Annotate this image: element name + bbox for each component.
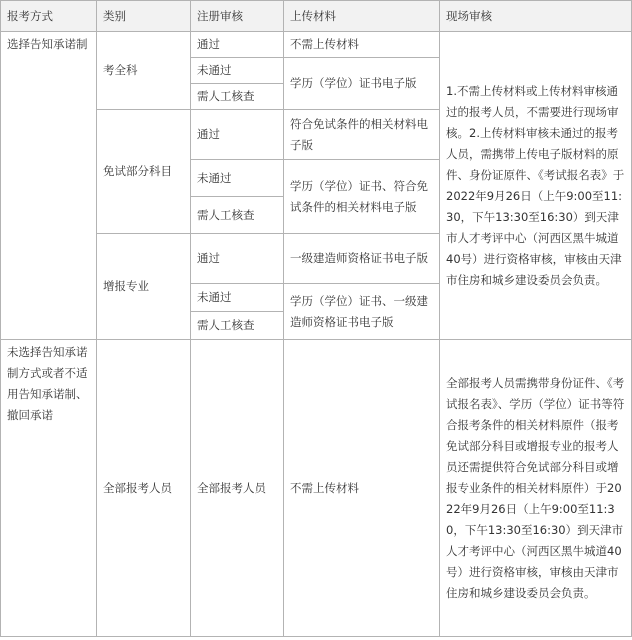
status-cell: 未通过 — [191, 58, 284, 84]
upload-cell: 学历（学位）证书电子版 — [284, 58, 440, 110]
header-method: 报考方式 — [1, 1, 97, 32]
status-cell: 通过 — [191, 32, 284, 58]
upload-cell: 符合免试条件的相关材料电子版 — [284, 110, 440, 160]
status-cell: 全部报考人员 — [191, 340, 284, 637]
status-cell: 需人工核查 — [191, 197, 284, 234]
table-row — [1, 32, 632, 58]
status-cell: 需人工核查 — [191, 312, 284, 340]
method-cell: 选择告知承诺制 — [1, 32, 97, 340]
onsite-cell: 1.不需上传材料或上传材料审核通过的报考人员，不需要进行现场审核。2.上传材料审核未通过的报考人员，需携带上传电子版材料的原件、身份证原件、《考试报名表》于2022年9月26日（上午9:00至11:30，下午13:30至16:30）到天津市人才考评中心（河西区黑牛城道40号）进行资格审核，审核由天津市住房和城乡建设委员会负责。 — [440, 32, 632, 340]
onsite-cell: 全部报考人员需携带身份证件、《考试报名表》、学历（学位）证书等符合报考条件的相关材料原件（报考免试部分科目或增报专业的报考人员还需提供符合免试部分科目或增报专业条件的相关材料原件）于2022年9月26日（上午9:00至11:30，下午13:30至16:30）到天津市人才考评中心（河西区黑牛城道40号）进行资格审核，审核由天津市住房和城乡建设委员会负责。 — [440, 340, 632, 637]
method-cell: 未选择告知承诺制方式或者不适用告知承诺制、撤回承诺 — [1, 340, 97, 637]
header-onsite-review: 现场审核 — [440, 1, 632, 32]
upload-cell: 不需上传材料 — [284, 32, 440, 58]
category-cell: 考全科 — [97, 32, 191, 110]
status-cell: 未通过 — [191, 160, 284, 197]
upload-cell: 一级建造师资格证书电子版 — [284, 234, 440, 284]
table-row — [1, 340, 632, 637]
upload-cell: 学历（学位）证书、符合免试条件的相关材料电子版 — [284, 160, 440, 234]
status-cell: 需人工核查 — [191, 84, 284, 110]
header-row — [1, 1, 632, 32]
upload-cell: 不需上传材料 — [284, 340, 440, 637]
category-cell: 增报专业 — [97, 234, 191, 340]
header-upload-materials: 上传材料 — [284, 1, 440, 32]
upload-cell: 学历（学位）证书、一级建造师资格证书电子版 — [284, 284, 440, 340]
category-cell: 免试部分科目 — [97, 110, 191, 234]
category-cell: 全部报考人员 — [97, 340, 191, 637]
status-cell: 未通过 — [191, 284, 284, 312]
header-registration-review: 注册审核 — [191, 1, 284, 32]
status-cell: 通过 — [191, 234, 284, 284]
header-category: 类别 — [97, 1, 191, 32]
status-cell: 通过 — [191, 110, 284, 160]
